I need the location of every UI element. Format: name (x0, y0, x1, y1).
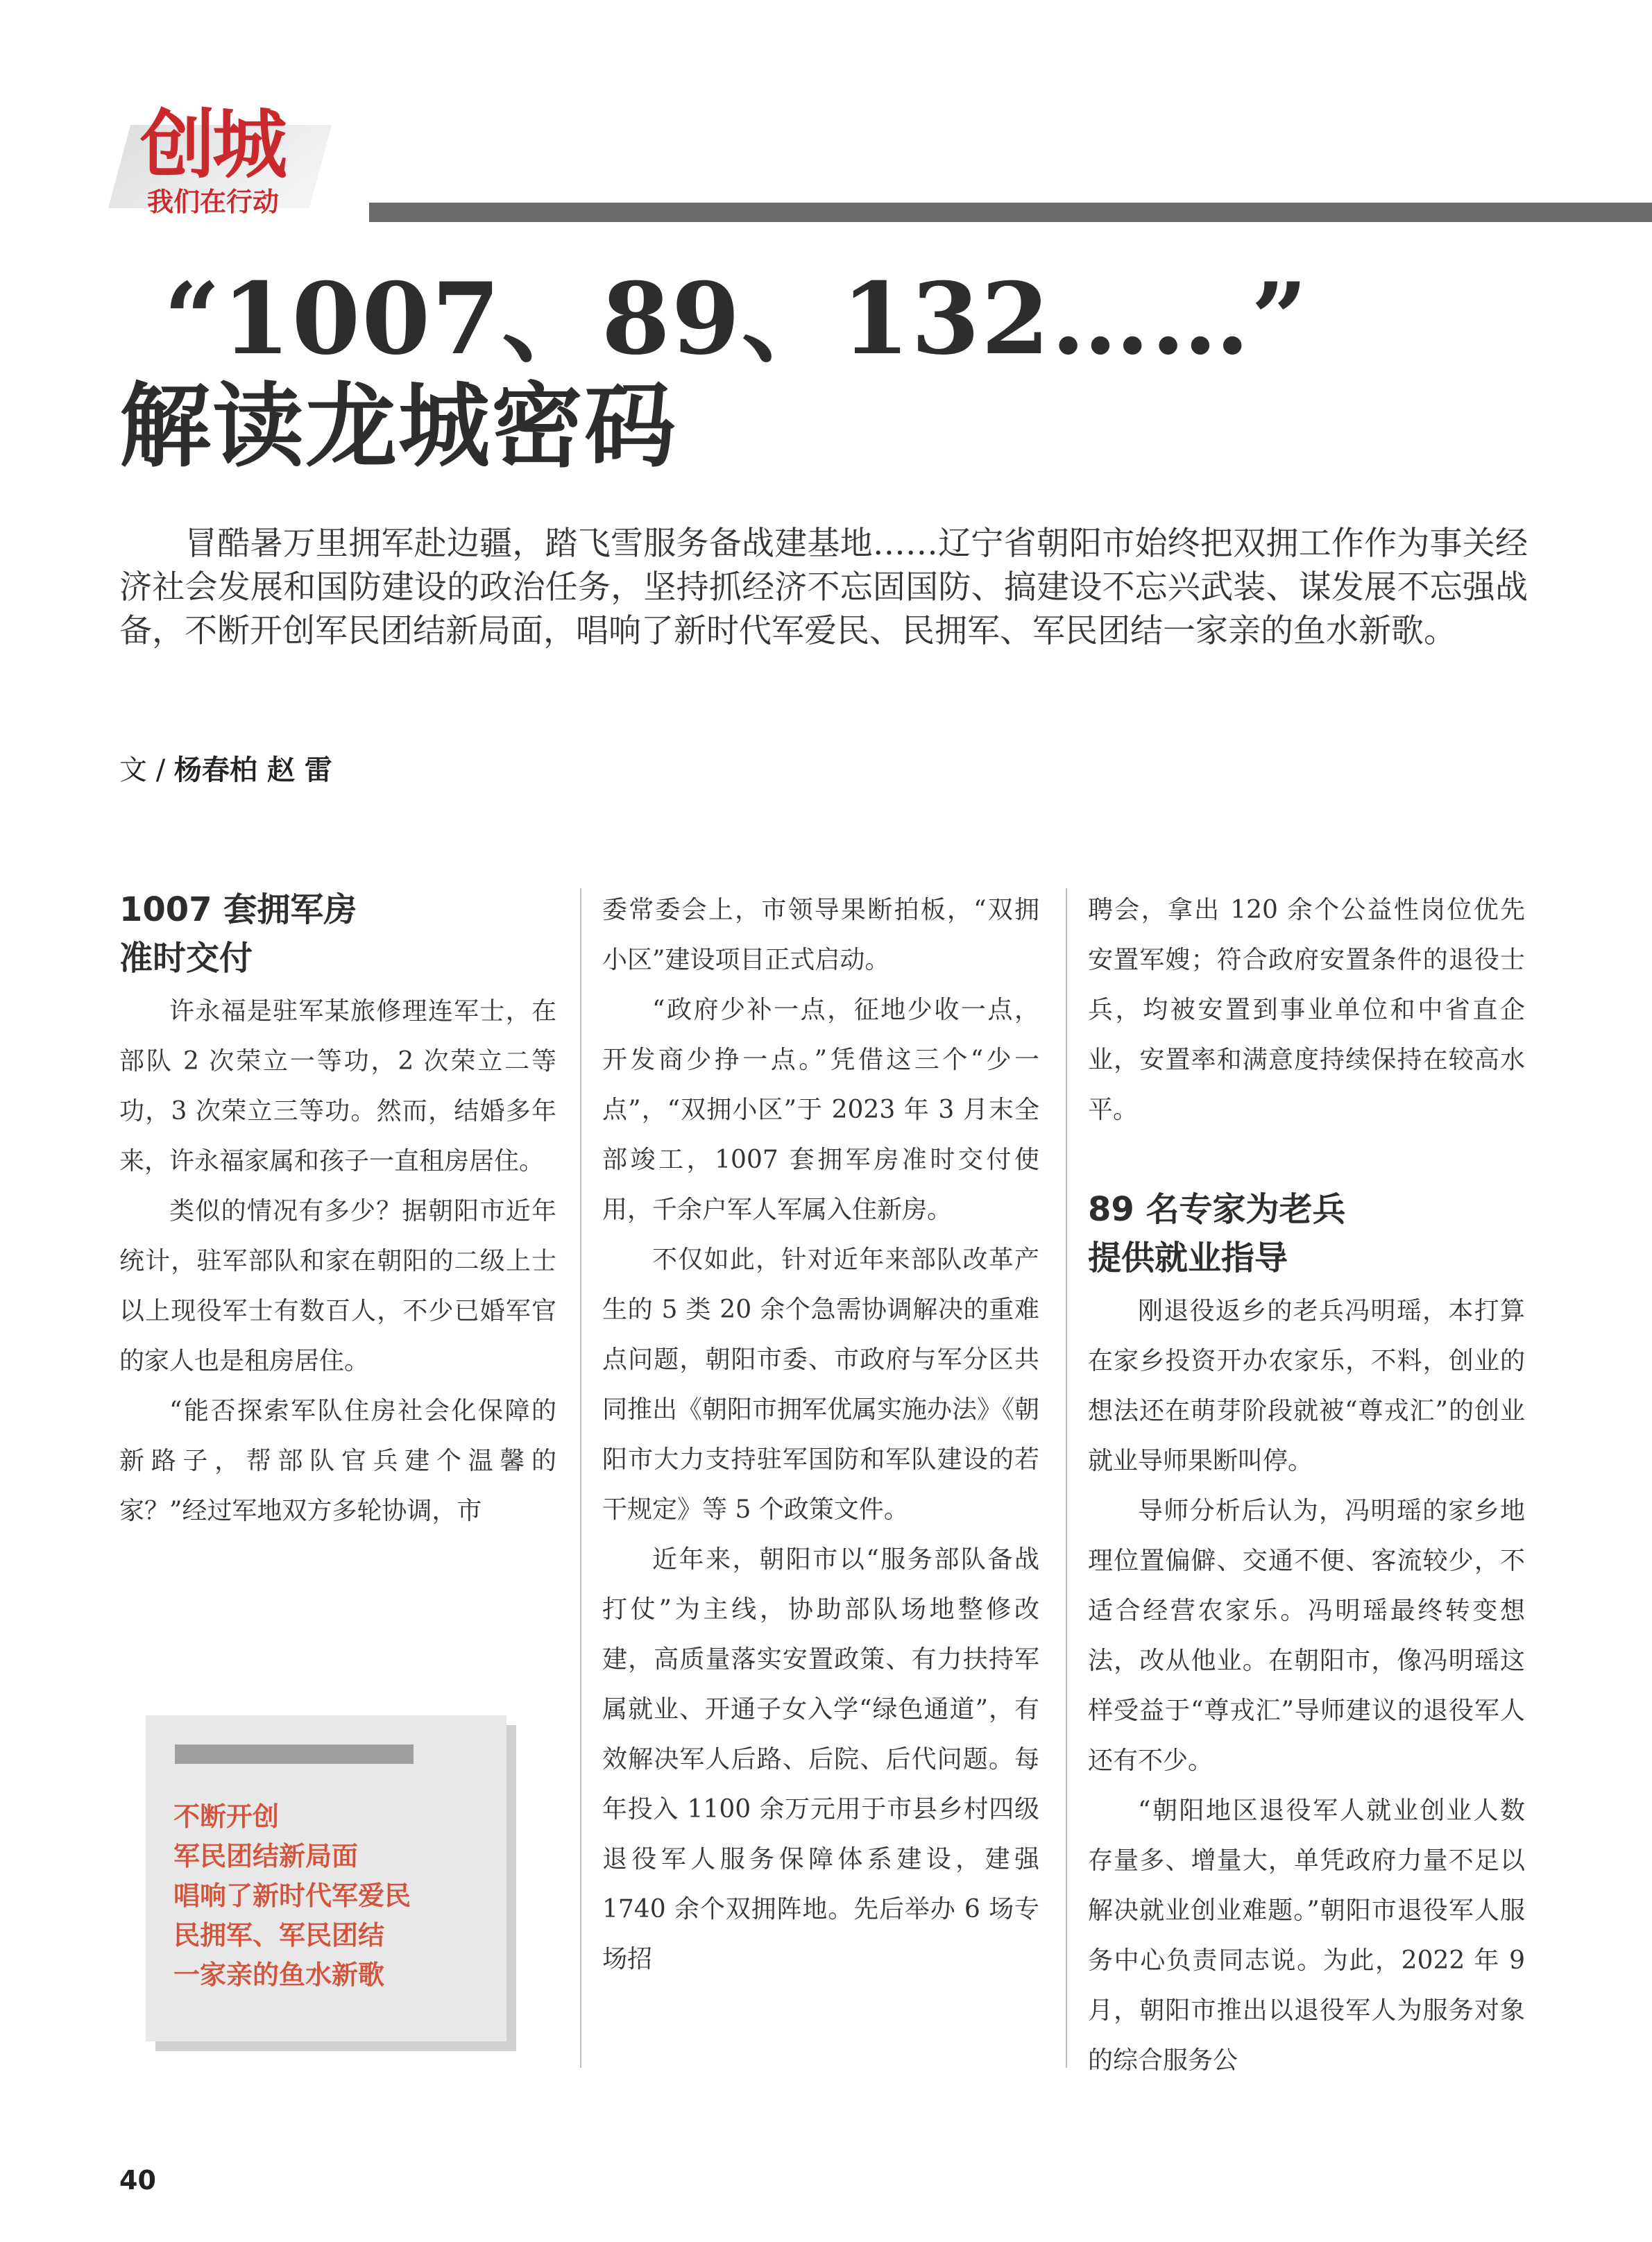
pull-quote-line: 民拥军、军民团结 (173, 1920, 385, 1951)
body-paragraph: 刚退役返乡的老兵冯明瑶，本打算在家乡投资开办农家乐，不料，创业的想法还在萌芽阶段就被“尊戎汇”的创业就业导师果断叫停。 (1088, 1297, 1525, 1475)
logo-sub-text: 我们在行动 (147, 187, 280, 217)
pull-quote-bar (175, 1744, 414, 1764)
column-divider (580, 888, 581, 2068)
byline-authors: 杨春柏 赵 雷 (173, 754, 332, 786)
pull-quote-line: 军民团结新局面 (173, 1841, 359, 1871)
pull-quote-line: 一家亲的鱼水新歌 (173, 1960, 385, 1990)
pull-quote-text (173, 1797, 411, 1995)
pull-quote-line: 不断开创 (173, 1801, 280, 1832)
body-paragraph: 许永福是驻军某旅修理连军士，在部队 2 次荣立一等功，2 次荣立二等功，3 次荣立三等功。然而，结婚多年来，许永福家属和孩子一直租房居住。 (119, 997, 556, 1175)
section-logo (119, 104, 327, 222)
column-3 (1088, 885, 1525, 2086)
body-paragraph: “能否探索军队住房社会化保障的新路子，帮部队官兵建个温馨的家？”经过军地双方多轮协调，市 (119, 1397, 556, 1525)
body-paragraph: 聘会，拿出 120 余个公益性岗位优先安置军嫂；符合政府安置条件的退役士兵，均被安置到事业单位和中省直企业，安置率和满意度持续保持在较高水平。 (1088, 896, 1525, 1124)
body-paragraph: 不仅如此，针对近年来部队改革产生的 5 类 20 余个急需协调解决的重难点问题，朝阳市委、市政府与军分区共同推出《朝阳市拥军优属实施办法》《朝阳市大力支持驻军国防和军队建设的若干规定》等 5 个政策文件。 (602, 1246, 1040, 1524)
logo-main-text: 创城 (140, 102, 285, 189)
body-paragraph: “政府少补一点，征地少收一点，开发商少挣一点。”凭借这三个“少一点”，“双拥小区”于 2023 年 3 月末全部竣工，1007 套拥军房准时交付使用，千余户军人军属入住新房。 (602, 996, 1039, 1224)
body-paragraph: “朝阳地区退役军人就业创业人数存量多、增量大，单凭政府力量不足以解决就业创业难题。”朝阳市退役军人服务中心负责同志说。为此，2022 年 9 月，朝阳市推出以退役军人为服务对象的综合服务公 (1088, 1797, 1525, 2075)
article-lead: 冒酷暑万里拥军赴边疆，踏飞雪服务备战建基地……辽宁省朝阳市始终把双拥工作作为事关经济社会发展和国防建设的政治任务，坚持抓经济不忘固国防、搞建设不忘兴武装、谋发展不忘强战备，不断开创军民团结新局面，唱响了新时代军爱民、民拥军、军民团结一家亲的鱼水新歌。 (119, 525, 1528, 650)
article-title-line1: “1007、89、132……” (164, 262, 1309, 377)
pull-quote-line: 唱响了新时代军爱民 (173, 1880, 411, 1911)
page-number: 40 (119, 2165, 156, 2196)
body-paragraph: 近年来，朝阳市以“服务部队备战打仗”为主线，协助部队场地整修改建，高质量落实安置政策、有力扶持军属就业、开通子女入学“绿色通道”，有效解决军人后路、后院、后代问题。每年投入 1100 余万元用于市县乡村四级退役军人服务保障体系建设，建强 1740 余个双拥阵地。先后举办 6 场专场招 (602, 1545, 1039, 1973)
section-heading-line: 89 名专家为老兵 (1088, 1190, 1346, 1229)
pull-quote-box (146, 1715, 506, 2041)
body-paragraph: 委常委会上，市领导果断拍板，“双拥小区”建设项目正式启动。 (602, 896, 1039, 974)
section-heading (1088, 1185, 1525, 1282)
byline (119, 753, 332, 788)
section-heading-line: 准时交付 (119, 939, 253, 978)
body-paragraph: 类似的情况有多少？据朝阳市近年统计，驻军部队和家在朝阳的二级上士以上现役军士有数百人，不少已婚军官的家人也是租房居住。 (119, 1197, 556, 1375)
section-heading-line: 提供就业指导 (1088, 1239, 1288, 1277)
column-1 (119, 885, 556, 1536)
body-paragraph: 导师分析后认为，冯明瑶的家乡地理位置偏僻、交通不便、客流较少，不适合经营农家乐。冯明瑶最终转变想法，改从他业。在朝阳市，像冯明瑶这样受益于“尊戎汇”导师建议的退役军人还有不少。 (1088, 1497, 1525, 1775)
section-heading (119, 885, 556, 983)
column-divider (1066, 888, 1067, 2068)
header-divider-bar (369, 203, 1652, 222)
article-title-line2: 解读龙城密码 (119, 373, 677, 480)
column-2 (602, 885, 1039, 1985)
section-heading-line: 1007 套拥军房 (119, 890, 357, 929)
byline-prefix: 文 / (119, 754, 174, 786)
